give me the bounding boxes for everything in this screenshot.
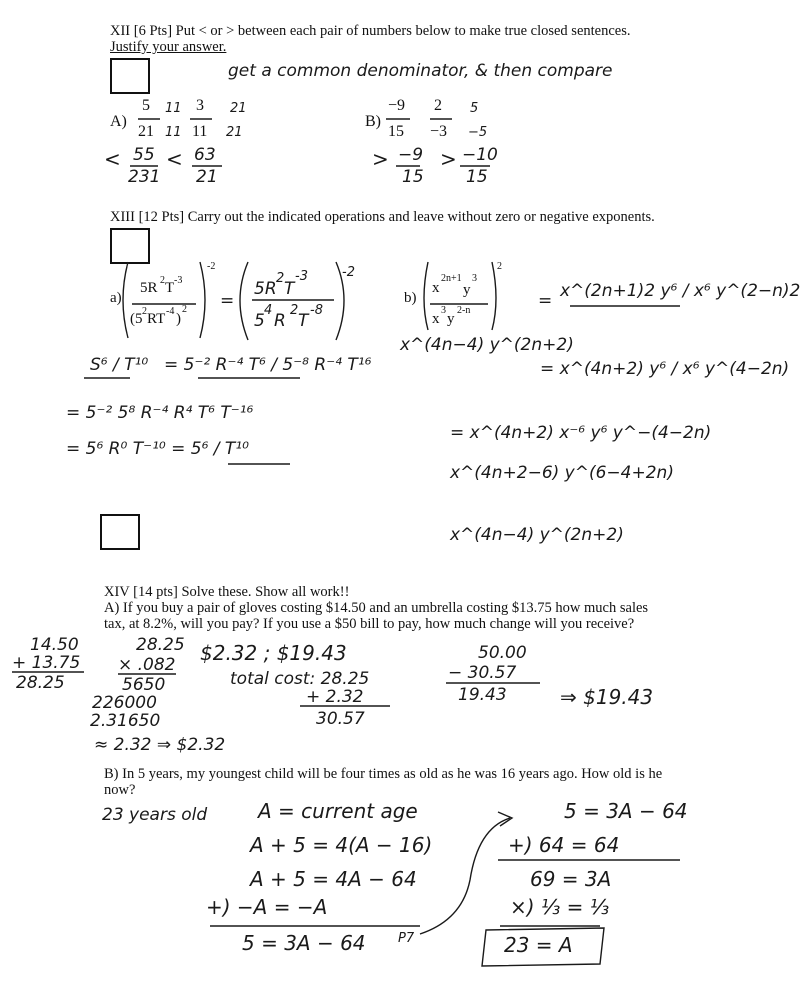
q14-a-approx: ≈ 2.32 ⇒ $2.32 <box>94 735 226 755</box>
q12-a-ans-d1: 231 <box>128 167 161 187</box>
q12-a-mult1: 11 <box>165 101 182 116</box>
q13-b-work4: = x^(4n+2) x⁻⁶ y⁶ y^−(4−2n) <box>450 423 712 443</box>
q14-b-right-5: 23 = A <box>504 933 573 957</box>
q14-a-final: ⇒ $19.43 <box>560 685 654 709</box>
q14-a-change-3: 19.43 <box>458 685 507 705</box>
q13-heading: XIII [12 Pts] Carry out the indicated operations and leave without zero or negative exponents. <box>110 209 655 225</box>
q12-heading: XII [6 Pts] Put < or > between each pair of numbers below to make true closed sentences. <box>110 23 631 39</box>
q14-a-text-1: A) If you buy a pair of gloves costing $14.50 and an umbrella costing $13.75 how much sales <box>104 600 649 616</box>
worksheet-page: XII [6 Pts] Put < or > between each pair of numbers below to make true closed sentences. Justify your answer. get a common denominator, & then compare A) 5 21 3 11 11 11 21 21 < 55 231 < 63 21 B) −9 15 2 −3 5 −5 > −9 15 > −10 15 XIII [12 Pts] Carry out the indicated operations and leave without zero or negative exponents. a) 5R 2 T -3 (5 2 RT -4 ) 2 -2 = 5R 2 T -3 5 4 R 2 T -8 -2 b) x 2n+1 y 3 x 3 y 2-n 2 = x^(2n+1)2 y⁶ / x⁶ y^(2−n)2 x^(4n−4) y^(2n+2) = x^(4n+2) y⁶ / x⁶ y^(4−2n) = x^(4n+2) x⁻⁶ y⁶ y^−(4−2n) x^(4n+2−6) y^(6−4+2n) x^(4n−4) y^(2n+2) S⁶ / T¹⁰ = 5⁻² R⁻⁴ T⁶ / 5⁻⁸ R⁻⁴ T¹⁶ = 5⁻² 5⁸ R⁻⁴ R⁴ T⁶ T⁻¹⁶ = 5⁶ R⁰ T⁻¹⁰ = 5⁶ / T¹⁰ XIV [14 pts] Solve these. Show all work!! A) If you buy a pair of gloves costing $14.50 and an umbrella costing $13.75 how much sales tax, at 8.2%, will you pay? If you use a $50 bill to pay, how much change will you receive? 14.50 + 13.75 28.25 28.25 × .082 5650 226000 2.31650 ≈ 2.32 ⇒ $2.32 $2.32 ; $19.43 total cost: 28.25 + 2.32 30.57 50.00 − 30.57 19.43 ⇒ $19.43 B) In 5 years, my youngest child will be four times as old as he was 16 years ago. How old is he now? 23 years old A = current age A + 5 = 4(A − 16) A + 5 = 4A − 64 +) −A = −A 5 = 3A − 64 P7 5 = 3A − 64 +) 64 = 64 69 = 3A ×) ⅓ = ⅓ 23 = A <box>0 0 754 988</box>
q12-a-den2: 11 <box>192 123 208 140</box>
q13-b-work3: = x^(4n+2) y⁶ / x⁶ y^(4−2n) <box>540 359 790 379</box>
q14-a-text-2: tax, at 8.2%, will you pay? If you use a $50 bill to pay, how much change will you receive? <box>104 616 635 632</box>
q12-a-ans-n1: 55 <box>133 145 155 165</box>
q13-a-eq1: = <box>220 291 235 311</box>
q14-heading: XIV [14 pts] Solve these. Show all work!! <box>104 584 350 600</box>
q12-b-ans-sym2: > <box>440 147 457 171</box>
q14-score-box <box>100 514 140 550</box>
q12-b-label: B) <box>365 113 381 130</box>
q14-b-left-4: +) −A = −A <box>206 895 328 919</box>
q12-b-den2: −3 <box>430 123 448 140</box>
q14-a-mult-2: × .082 <box>118 655 176 675</box>
q14-a-add-1: 14.50 <box>30 635 79 655</box>
q14-a-add-2: + 13.75 <box>12 653 81 673</box>
q14-b-left-2: A + 5 = 4(A − 16) <box>250 833 433 857</box>
q12-justify: Justify your answer. <box>110 39 227 55</box>
q14-b-right-4: ×) ⅓ = ⅓ <box>510 895 610 919</box>
q12-b-mult1: 5 <box>470 101 479 116</box>
q14-b-right-1: 5 = 3A − 64 <box>564 799 688 823</box>
q12-a-mult4: 21 <box>226 125 243 140</box>
q13-a-work4: = 5⁶ R⁰ T⁻¹⁰ = 5⁶ / T¹⁰ <box>66 439 249 459</box>
q12-a-ans-sym2: < <box>166 147 183 171</box>
q12-a-mult2: 11 <box>165 125 182 140</box>
q13-score-box <box>110 228 150 264</box>
q13-b-label: b) <box>404 290 417 306</box>
q12-b-den1: 15 <box>388 123 404 140</box>
q14-a-mult-5: 2.31650 <box>90 711 161 731</box>
q14-b-hw-answer: 23 years old <box>102 805 208 825</box>
q14-a-add-3: 28.25 <box>16 673 65 693</box>
q14-b-text-1: B) In 5 years, my youngest child will be four times as old as he was 16 years ago. How old is he <box>104 766 663 782</box>
q13-b-work1: x^(2n+1)2 y⁶ / x⁶ y^(2−n)2 <box>560 281 800 301</box>
q13-a-work3: = 5⁻² 5⁸ R⁻⁴ R⁴ T⁶ T⁻¹⁶ <box>66 403 254 423</box>
q13-a-work2: = 5⁻² R⁻⁴ T⁶ / 5⁻⁸ R⁻⁴ T¹⁶ <box>164 355 372 375</box>
q14-a-change-1: 50.00 <box>478 643 527 663</box>
q14-b-left-1: A = current age <box>258 799 418 823</box>
q14-b-right-2: +) 64 = 64 <box>508 833 620 857</box>
q12-a-num2: 3 <box>196 97 204 114</box>
q13-a-work1: S⁶ / T¹⁰ <box>90 355 149 375</box>
q14-b-note: P7 <box>398 931 415 946</box>
q13-b-eq1: = <box>538 291 553 311</box>
q12-a-ans-d2: 21 <box>196 167 218 187</box>
q12-score-box <box>110 58 150 94</box>
q14-b-left-5: 5 = 3A − 64 <box>242 931 366 955</box>
q12-b-ans-sym1: > <box>372 147 389 171</box>
q12-a-ans-n2: 63 <box>194 145 216 165</box>
q14-a-mult-3: 5650 <box>122 675 166 695</box>
q14-b-text-2: now? <box>104 782 136 798</box>
q14-a-total-2: + 2.32 <box>306 687 364 707</box>
q12-b-num1: −9 <box>388 97 406 114</box>
q12-a-den1: 21 <box>138 123 154 140</box>
q14-a-mult-4: 226000 <box>92 693 157 713</box>
q13-a-label: a) <box>110 290 122 306</box>
q14-a-answers: $2.32 ; $19.43 <box>200 641 347 665</box>
q13-b-work5: x^(4n+2−6) y^(6−4+2n) <box>450 463 674 483</box>
q12-b-mult2: −5 <box>468 125 488 140</box>
q14-a-mult-1: 28.25 <box>136 635 185 655</box>
q12-b-ans-d2: 15 <box>466 167 488 187</box>
q12-b-ans-n2: −10 <box>462 145 498 165</box>
q12-b-ans-n1: −9 <box>398 145 424 165</box>
q12-b-ans-d1: 15 <box>402 167 424 187</box>
q12-a-ans-sym1: < <box>104 147 121 171</box>
q14-b-left-3: A + 5 = 4A − 64 <box>250 867 417 891</box>
q14-b-right-3: 69 = 3A <box>530 867 612 891</box>
q12-a-num1: 5 <box>142 97 150 114</box>
q12-hw-note: get a common denominator, & then compare <box>228 61 613 81</box>
q14-a-total-3: 30.57 <box>316 709 365 729</box>
q14-a-change-2: − 30.57 <box>448 663 517 683</box>
q12-a-mult3: 21 <box>230 101 247 116</box>
q13-b-work2: x^(4n−4) y^(2n+2) <box>400 335 574 355</box>
q14-a-total-1: total cost: 28.25 <box>230 669 370 689</box>
q12-b-num2: 2 <box>434 97 442 114</box>
q13-b-work6: x^(4n−4) y^(2n+2) <box>450 525 624 545</box>
q12-a-label: A) <box>110 113 127 130</box>
